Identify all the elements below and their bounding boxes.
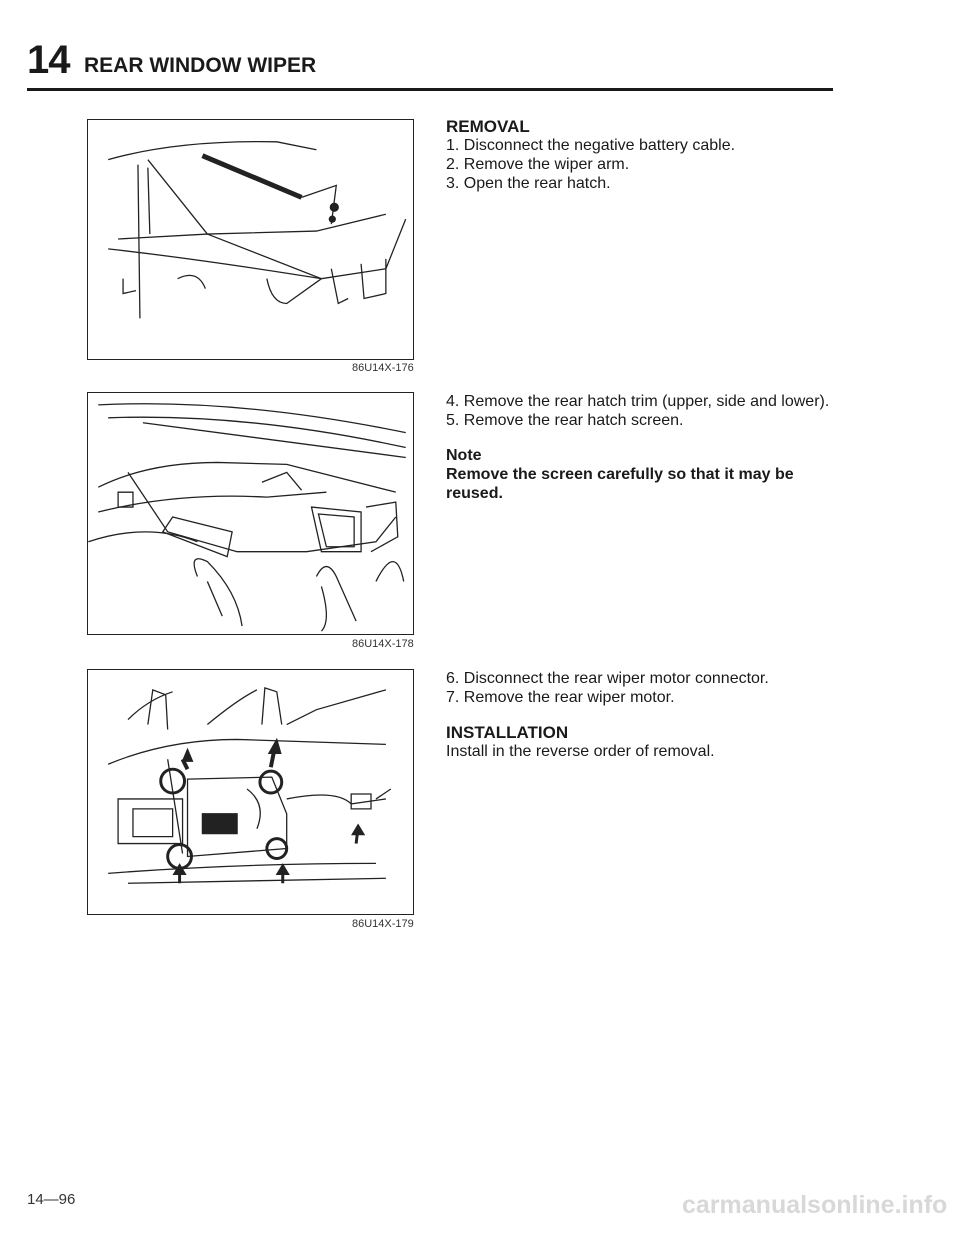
figure-wiper-arm (87, 119, 414, 360)
car-rear-illustration (88, 120, 413, 359)
step-5: 5. Remove the rear hatch screen. (446, 412, 684, 429)
note-block (446, 446, 846, 503)
removal-heading: REMOVAL (446, 117, 530, 136)
step-7: 7. Remove the rear wiper motor. (446, 689, 675, 706)
page-number: 14—96 (27, 1191, 76, 1208)
figure-wiper-motor (87, 669, 414, 915)
figure-caption: 86U14X-178 (352, 638, 414, 650)
header-rule (27, 88, 833, 91)
installation-text: Install in the reverse order of removal. (446, 743, 715, 760)
step-6: 6. Disconnect the rear wiper motor connector. (446, 670, 769, 687)
watermark: carmanualsonline.info (682, 1191, 948, 1219)
figure-hatch-screen (87, 392, 414, 635)
step-4: 4. Remove the rear hatch trim (upper, side and lower). (446, 393, 830, 410)
page-header (27, 38, 833, 88)
removal-steps-3 (446, 669, 846, 761)
figure-caption: 86U14X-179 (352, 918, 414, 930)
section-number: 14 (27, 38, 70, 82)
step-3: 3. Open the rear hatch. (446, 175, 611, 192)
step-1: 1. Disconnect the negative battery cable. (446, 137, 736, 154)
note-body: Remove the screen carefully so that it may be reused. (446, 466, 794, 502)
section-title: REAR WINDOW WIPER (84, 54, 317, 77)
note-title: Note (446, 447, 482, 464)
removal-steps-1 (446, 117, 846, 193)
step-2: 2. Remove the wiper arm. (446, 156, 630, 173)
figure-caption: 86U14X-176 (352, 362, 414, 374)
installation-heading: INSTALLATION (446, 723, 569, 742)
hatch-screen-illustration (88, 393, 413, 634)
wiper-motor-illustration (88, 670, 413, 914)
installation-block (446, 723, 846, 761)
removal-steps-2 (446, 392, 846, 503)
